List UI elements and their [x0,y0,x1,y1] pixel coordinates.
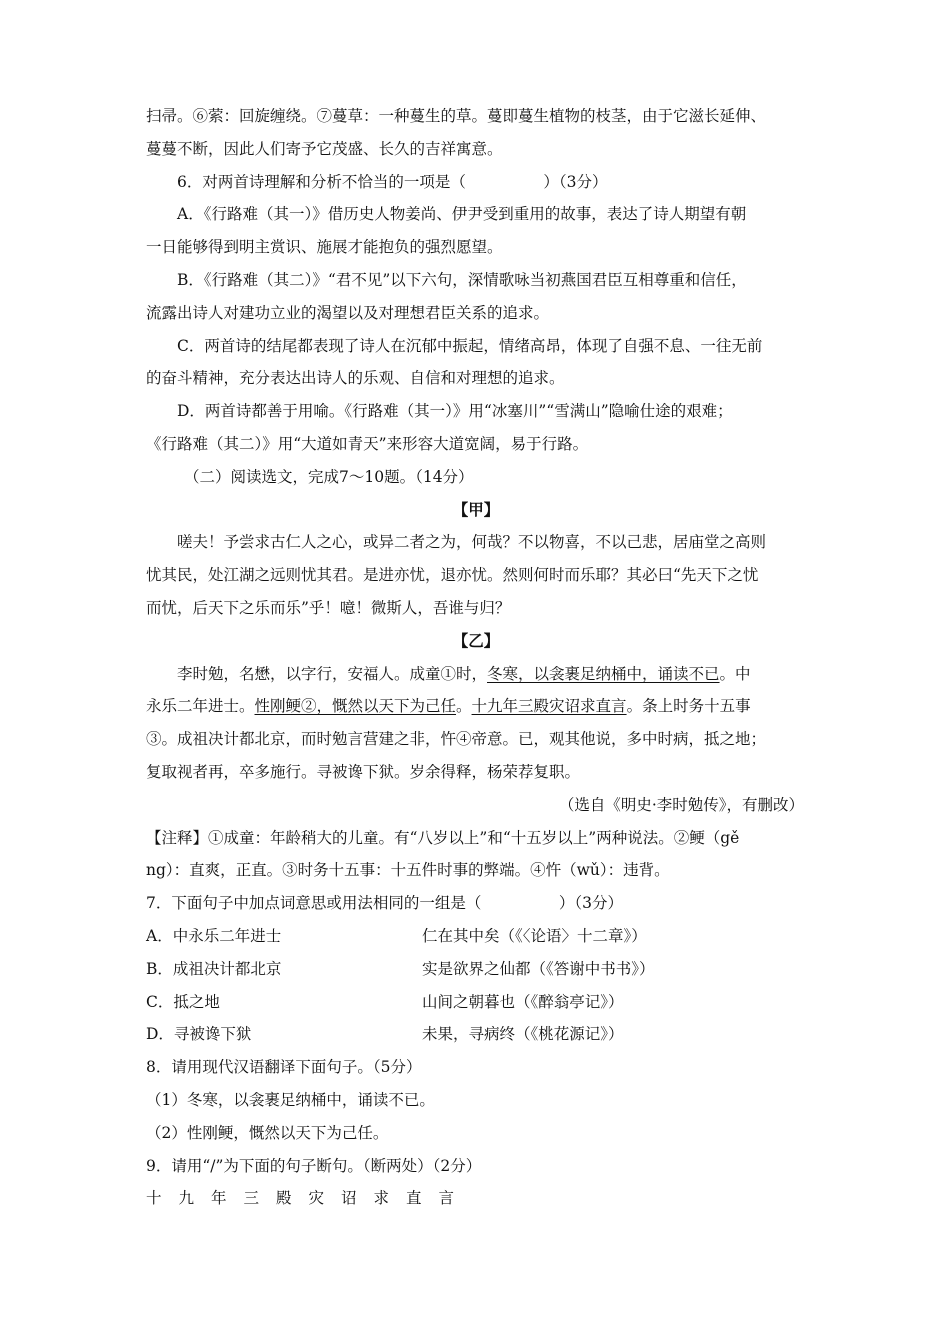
passage-jia-title: 【甲】 [452,499,500,519]
text-segment: 。条上时务十五事 [626,697,751,716]
text-segment: 。中 [719,664,751,683]
q7-option-b [146,953,806,986]
notes-line: ng）：直爽，正直。③时务十五事：十五件时事的弊端。④忤（wǔ）：违背。 [146,861,670,880]
option-right: 山间之朝暮也（《醉翁亭记》） [422,992,624,1011]
text-segment: 。 [456,697,472,716]
option-left: B．成祖决计都北京 [146,959,282,978]
q6-option-a: A．《行路难（其一）》借历史人物姜尚、伊尹受到重用的故事，表达了诗人期望有朝 [177,205,747,224]
passage-jia-line: 而忧，后天下之乐而乐”乎！噫！微斯人，吾谁与归？ [146,598,511,617]
q9-char: 十 [146,1189,162,1208]
q6-option-a-cont: 一日能够得到明主赏识、施展才能抱负的强烈愿望。 [146,238,503,257]
option-left: C．抵之地 [146,992,220,1011]
option-right: 仁在其中矣（《〈论语〉十二章》） [422,926,647,945]
text-segment: 李时勉，名懋，以字行，安福人。成童①时， [177,664,488,683]
option-left: D．寻被谗下狱 [146,1025,252,1044]
question-9: 9．请用“/”为下面的句子断句。（断两处）（2分） [146,1156,482,1175]
passage-yi-line: 复取视者再，卒多施行。寻被谗下狱。岁余得释，杨荣荐复职。 [146,762,581,781]
q7-option-c [146,986,806,1019]
q9-char: 灾 [308,1189,325,1208]
passage-source: （选自《明史·李时勉传》，有删改） [558,795,804,814]
q9-char: 言 [438,1189,455,1208]
q6-option-d-cont: 《行路难（其二）》用“大道如青天”来形容大道宽阔，易于行路。 [146,434,589,453]
text-segment: 永乐二年进士。 [146,697,255,716]
q9-char: 九 [178,1189,195,1208]
annotation-line: 蔓蔓不断，因此人们寄予它茂盛、长久的吉祥寓意。 [146,139,503,158]
q7-option-d [146,1018,806,1051]
q6-option-c-cont: 的奋斗精神，充分表达出诗人的乐观、自信和对理想的追求。 [146,369,565,388]
option-right: 实是欲界之仙都（《答谢中书书》） [422,959,655,978]
passage-jia-line: 嗟夫！予尝求古仁人之心，或异二者之为，何哉？不以物喜，不以己悲，居庙堂之高则 [177,533,767,552]
passage-yi-line [146,658,806,691]
q7-option-a [146,920,806,953]
q8-sentence-1: （1）冬寒，以衾裹足纳桶中，诵读不已。 [146,1090,435,1109]
q9-char: 殿 [276,1189,292,1208]
annotation-line: 扫帚。⑥萦：回旋缠绕。⑦蔓草：一种蔓生的草。蔓即蔓生植物的枝茎，由于它滋长延伸、 [146,107,767,125]
passage-yi-line: ③。成祖决计都北京，而时勉言营建之非，忤④帝意。已，观其他说，多中时病，抵之地； [146,730,767,749]
notes-line: 【注释】①成童：年龄稍大的儿童。有“八岁以上”和“十五岁以上”两种说法。②鲠（gě [146,828,740,847]
q9-sentence [146,1182,806,1215]
question-8: 8．请用现代汉语翻译下面句子。（5分） [146,1058,422,1077]
question-7: 7．下面句子中加点词意思或用法相同的一组是（ ）（3分） [146,894,623,913]
q9-char: 三 [243,1189,260,1208]
q9-char: 求 [373,1189,390,1208]
option-right: 未果，寻病终（《桃花源记》） [422,1025,624,1044]
option-left: A．中永乐二年进士 [146,926,282,945]
q8-sentence-2: （2）性刚鲠，慨然以天下为己任。 [146,1123,389,1142]
q9-char: 直 [406,1189,422,1208]
passage-yi-title: 【乙】 [452,630,500,650]
document-content [146,100,806,1215]
q9-char: 诏 [341,1189,357,1208]
section-2-heading: （二）阅读选文，完成7～10题。（14分） [184,467,474,486]
question-6: 6．对两首诗理解和分析不恰当的一项是（ ）（3分） [177,172,608,191]
passage-yi-line [146,690,806,723]
q6-option-b: B．《行路难（其二）》“君不见”以下六句，深情歌咏当初燕国君臣互相尊重和信任， [177,270,747,289]
q6-option-d: D．两首诗都善于用喻。《行路难（其一）》用“冰塞川”“雪满山”隐喻仕途的艰难； [177,402,733,421]
underlined-sentence: 十九年三殿灾诏求直言 [471,697,627,716]
q9-char: 年 [211,1189,227,1208]
q6-option-b-cont: 流露出诗人对建功立业的渴望以及对理想君臣关系的追求。 [146,303,550,322]
passage-jia-line: 忧其民，处江湖之远则忧其君。是进亦忧，退亦忧。然则何时而乐耶？其必曰“先天下之忧 [146,566,759,585]
q6-option-c: C．两首诗的结尾都表现了诗人在沉郁中振起，情绪高昂，体现了自强不息、一往无前 [177,336,763,355]
underlined-sentence: 冬寒，以衾裹足纳桶中，诵读不已 [487,664,720,683]
underlined-sentence: 性刚鲠②，慨然以天下为己任 [254,697,457,716]
